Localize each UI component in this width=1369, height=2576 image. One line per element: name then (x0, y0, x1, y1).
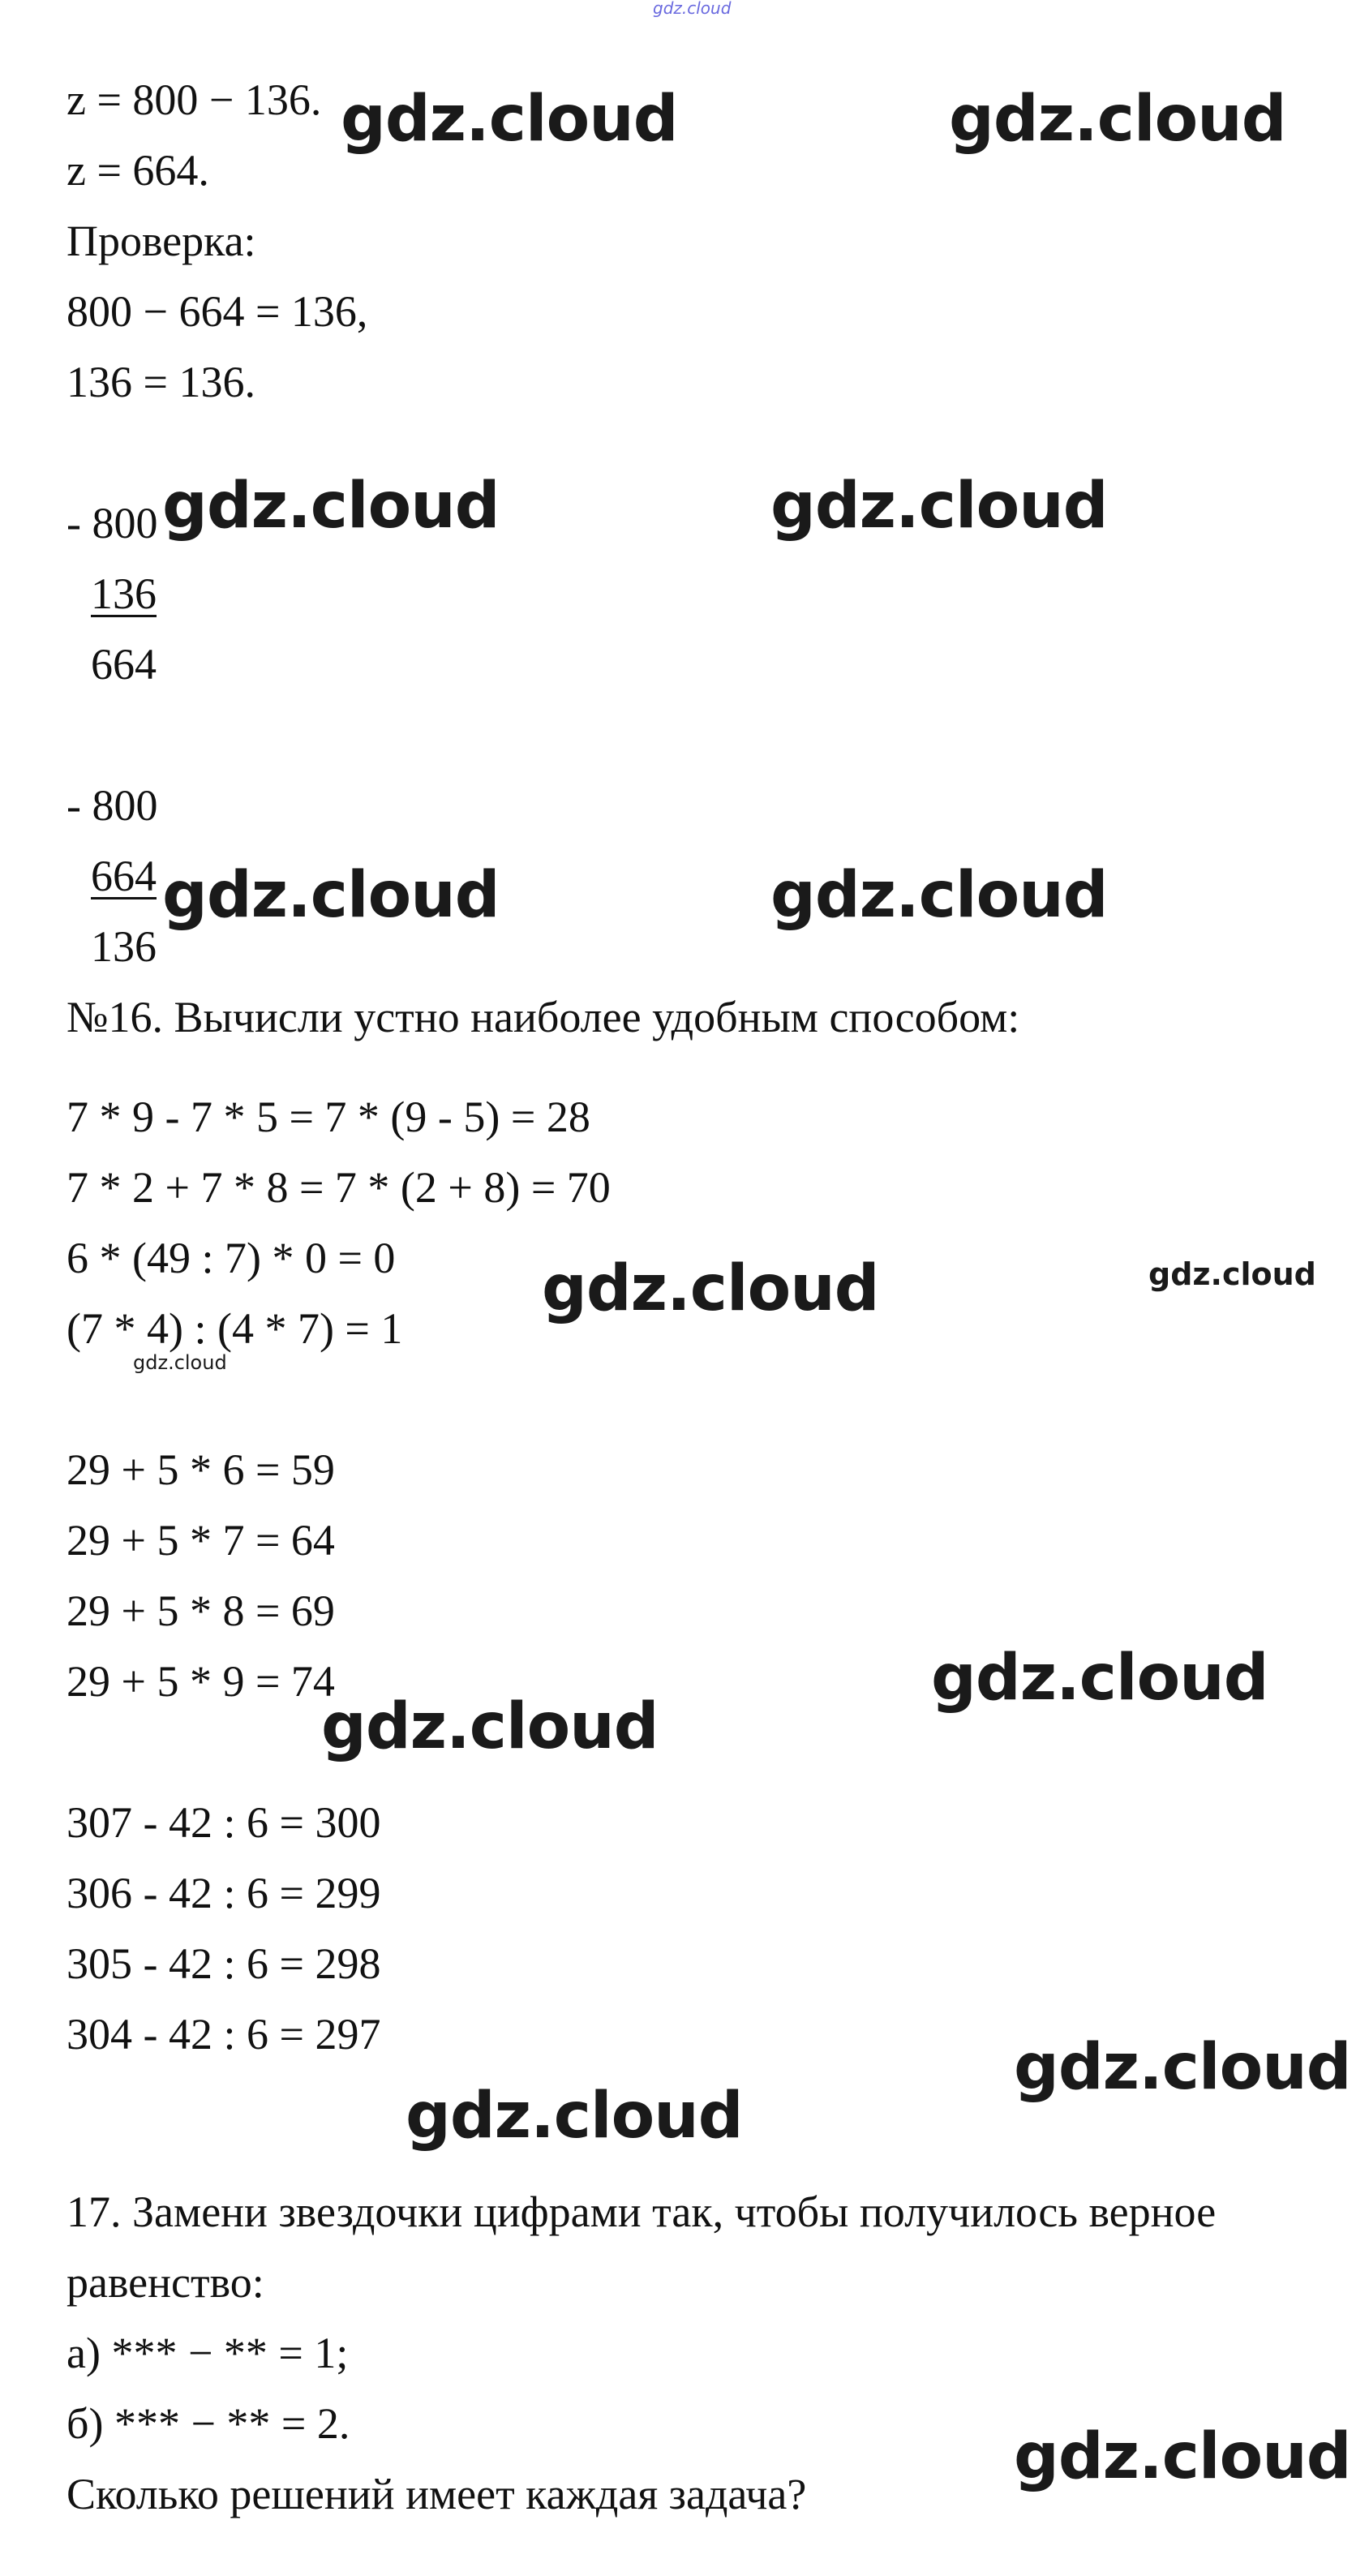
solution-line: z = 800 − 136. (67, 75, 322, 124)
task16-equation: 7 * 9 - 7 * 5 = 7 * (9 - 5) = 28 (67, 1093, 590, 1141)
task17-text: Сколько решений имеет каждая задача? (67, 2470, 807, 2518)
watermark: gdz.cloud (162, 470, 500, 543)
task16-equation: 305 - 42 : 6 = 298 (67, 1939, 381, 1988)
top-watermark: gdz.cloud (653, 0, 732, 18)
column-top: - 800 (67, 499, 158, 547)
task16-equation: (7 * 4) : (4 * 7) = 1 (67, 1304, 403, 1353)
watermark: gdz.cloud (1014, 2031, 1351, 2104)
task16-title: №16. Вычисли устно наиболее удобным способом: (67, 993, 1020, 1041)
watermark: gdz.cloud (770, 859, 1108, 932)
watermark: gdz.cloud (949, 83, 1286, 156)
task17-text: а) *** − ** = 1; (67, 2329, 349, 2377)
column-subtrahend: 664 (91, 852, 157, 900)
task17-text: б) *** − ** = 2. (67, 2399, 350, 2448)
solution-line: Проверка: (67, 217, 256, 265)
watermark: gdz.cloud (341, 83, 678, 156)
solution-line: 800 − 664 = 136, (67, 287, 368, 336)
watermark: gdz.cloud (406, 2080, 743, 2153)
watermark: gdz.cloud (133, 1351, 227, 1374)
task16-equation: 6 * (49 : 7) * 0 = 0 (67, 1234, 396, 1282)
task16-equation: 306 - 42 : 6 = 299 (67, 1869, 381, 1917)
task16-equation: 29 + 5 * 9 = 74 (67, 1657, 335, 1706)
task16-equation: 29 + 5 * 7 = 64 (67, 1516, 335, 1565)
solution-line: z = 664. (67, 146, 209, 195)
watermark: gdz.cloud (1148, 1256, 1316, 1292)
task16-equation: 29 + 5 * 8 = 69 (67, 1586, 335, 1635)
watermark: gdz.cloud (162, 859, 500, 932)
column-top: - 800 (67, 781, 158, 830)
watermark: gdz.cloud (931, 1642, 1268, 1715)
task16-equation: 307 - 42 : 6 = 300 (67, 1798, 381, 1847)
watermark: gdz.cloud (321, 1690, 659, 1763)
task17-text: равенство: (67, 2258, 264, 2307)
column-subtrahend: 136 (91, 569, 157, 618)
task16-equation: 29 + 5 * 6 = 59 (67, 1445, 335, 1494)
column-result: 136 (91, 922, 157, 971)
watermark: gdz.cloud (542, 1252, 879, 1325)
watermark: gdz.cloud (1014, 2420, 1351, 2493)
column-result: 664 (91, 640, 157, 689)
task17-text: 17. Замени звездочки цифрами так, чтобы получилось верное (67, 2187, 1217, 2236)
watermark: gdz.cloud (770, 470, 1108, 543)
solution-line: 136 = 136. (67, 358, 255, 406)
task16-equation: 304 - 42 : 6 = 297 (67, 2010, 381, 2059)
task16-equation: 7 * 2 + 7 * 8 = 7 * (2 + 8) = 70 (67, 1163, 611, 1212)
